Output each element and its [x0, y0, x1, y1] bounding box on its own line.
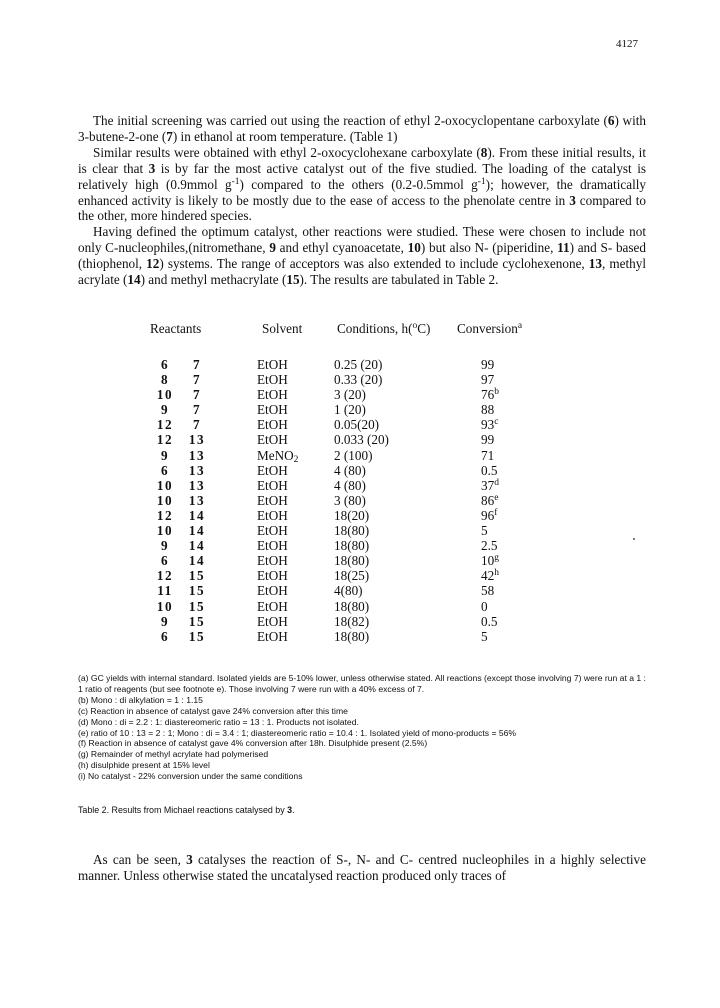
conversion-cell: [481, 387, 499, 403]
text-run: ) and S- based (thiophenol,: [78, 240, 646, 272]
donor-cell: [150, 553, 180, 569]
acceptor-cell: [182, 372, 212, 388]
conditions-cell: [334, 387, 366, 403]
donor-cell-text: 9: [160, 538, 170, 554]
table-row: [0, 357, 720, 372]
compound-ref: 11: [557, 240, 570, 256]
acceptor-cell-text: 15: [188, 613, 206, 629]
donor-cell: [150, 599, 180, 615]
donor-cell: [150, 387, 180, 403]
donor-cell-text: 10: [156, 598, 174, 614]
conditions-cell: [334, 583, 363, 599]
compound-ref: 7: [166, 128, 173, 144]
acceptor-cell: [182, 432, 212, 448]
superscript: -1: [477, 176, 486, 187]
compound-ref: 3: [569, 192, 576, 208]
acceptor-cell-text: 14: [188, 507, 206, 523]
table-footnotes: [78, 673, 646, 782]
solvent-cell: [257, 583, 288, 599]
donor-cell: [150, 523, 180, 539]
table-row: [0, 523, 720, 538]
page-number: 4127: [616, 38, 638, 50]
header-conditions: [337, 321, 430, 337]
conditions-cell: [334, 417, 379, 433]
table-row: [0, 463, 720, 478]
donor-cell-text: 8: [160, 372, 170, 388]
solvent-cell: [257, 629, 288, 645]
conditions-cell: [334, 463, 366, 479]
conversion-cell: [481, 614, 497, 630]
conversion-cell-text: 0.5: [481, 462, 498, 478]
acceptor-cell-text: 14: [188, 538, 206, 554]
text-run: ) systems. The range of acceptors was also extended to include cyclohexenone,: [159, 256, 589, 272]
header-conversion-text: Conversion: [457, 321, 518, 336]
conditions-cell: [334, 402, 366, 418]
compound-ref: 13: [588, 256, 602, 272]
text-run: is by far the most active catalyst out of the five studied. The loading of the catalyst is relatively high (0.9mmol g: [78, 160, 647, 192]
solvent-cell: [257, 478, 288, 494]
solvent-cell: [257, 448, 298, 464]
footnote: (a) GC yields with internal standard. Isolated yields are 5-10% lower, unless otherwise stated. All reactions (except those involving 7) were run at a 1 : 1 ratio of reagents (but see footnote e). Those involving 7 were run with a 40% excess of 7.: [78, 673, 646, 694]
solvent-cell: [257, 493, 288, 509]
donor-cell-text: 12: [156, 417, 174, 433]
solvent-cell: [257, 553, 288, 569]
donor-cell-text: 12: [156, 507, 174, 523]
conversion-cell: [481, 493, 498, 509]
donor-cell-text: 12: [156, 568, 174, 584]
conversion-cell: [481, 629, 488, 645]
solvent-cell: [257, 357, 288, 373]
footnote: (f) Reaction in absence of catalyst gave 4% conversion after 18h. Disulphide present (2.5%): [78, 738, 428, 749]
closing-text: [78, 852, 646, 884]
donor-cell-text: 9: [160, 613, 170, 629]
header-reactants: Reactants: [150, 321, 202, 336]
solvent-cell: [257, 463, 288, 479]
header-conditions-text: Conditions, h(: [337, 321, 413, 336]
acceptor-cell: [182, 417, 212, 433]
conversion-cell: [481, 357, 494, 373]
acceptor-cell: [182, 538, 212, 554]
donor-cell: [150, 417, 180, 433]
solvent-cell-text: EtOH: [257, 523, 288, 539]
compound-ref: 10: [407, 240, 421, 256]
table-row: [0, 599, 720, 614]
conversion-cell-text: 99: [481, 357, 495, 372]
conditions-cell: [334, 432, 389, 448]
table-row: [0, 387, 720, 402]
footnote-marker: d: [494, 477, 499, 488]
text-run: and ethyl cyanoacetate,: [275, 240, 408, 256]
conversion-cell: [481, 448, 494, 464]
acceptor-cell-text: 7: [192, 387, 202, 403]
text-run: Having defined the optimum catalyst, other reactions were studied. These were chosen to include not only C-nucleophiles,(nitromethane,: [78, 224, 646, 256]
conditions-cell: [334, 357, 382, 373]
solvent-cell-text: EtOH: [257, 628, 288, 644]
conversion-cell: [481, 372, 494, 388]
conversion-cell-text: 2.5: [481, 538, 498, 554]
acceptor-cell-text: 7: [192, 402, 202, 418]
intro-text: [78, 113, 646, 288]
solvent-cell: [257, 372, 288, 388]
conditions-cell-text: 18(80): [334, 538, 370, 554]
text-run: As can be seen,: [93, 852, 187, 867]
solvent-cell: [257, 508, 288, 524]
conversion-cell-text: 96: [481, 507, 495, 523]
donor-cell: [150, 614, 180, 630]
acceptor-cell-text: 13: [188, 447, 206, 463]
paragraph-closing: [78, 852, 646, 884]
acceptor-cell: [182, 402, 212, 418]
donor-cell-text: 9: [160, 447, 170, 463]
footnote: (d) Mono : di = 2.2 : 1: diastereomeric ratio = 13 : 1. Products not isolated.: [78, 716, 359, 727]
conversion-cell-text: 99: [481, 432, 495, 448]
acceptor-cell: [182, 523, 212, 539]
conversion-cell: [481, 523, 488, 539]
conditions-cell-text: 4(80): [334, 583, 363, 599]
conditions-cell-text: 18(80): [334, 553, 370, 569]
solvent-cell-text: EtOH: [257, 417, 288, 433]
donor-cell-text: 12: [156, 432, 174, 448]
text-run: , methyl acrylate (: [78, 256, 646, 288]
solvent-cell-text: EtOH: [257, 462, 288, 478]
table-row: [0, 508, 720, 523]
compound-ref: 14: [127, 272, 141, 288]
conversion-cell-text: 0.5: [481, 613, 498, 629]
conversion-cell: [481, 478, 499, 494]
conversion-cell: [481, 553, 499, 569]
footnote: (c) Reaction in absence of catalyst gave 24% conversion after this time: [78, 705, 348, 716]
header-solvent: Solvent: [262, 321, 303, 336]
compound-ref: 3: [287, 805, 293, 815]
acceptor-cell-text: 13: [188, 432, 206, 448]
conversion-cell: [481, 583, 494, 599]
solvent-cell-text: EtOH: [257, 492, 288, 508]
acceptor-cell: [182, 478, 212, 494]
paragraph-similar-results: [78, 145, 646, 225]
acceptor-cell-text: 15: [188, 583, 206, 599]
table-row: [0, 402, 720, 417]
paragraph-initial-screening: [78, 113, 646, 145]
conditions-cell-text: 18(80): [334, 628, 370, 644]
conversion-cell-text: 58: [481, 583, 495, 599]
conversion-cell: [481, 432, 494, 448]
donor-cell: [150, 448, 180, 464]
footnote: (b) Mono : di alkylation = 1 : 1.15: [78, 694, 203, 705]
solvent-cell: [257, 614, 288, 630]
conditions-cell-text: 18(25): [334, 568, 370, 584]
text-run: ) compared to the others (0.2-0.5mmol g: [239, 176, 478, 192]
donor-cell: [150, 463, 180, 479]
conditions-cell: [334, 478, 366, 494]
compound-ref: 3: [186, 852, 193, 867]
solvent-cell: [257, 568, 288, 584]
conversion-cell-text: 0: [481, 598, 488, 614]
superscript: -1: [231, 176, 240, 187]
donor-cell: [150, 372, 180, 388]
conditions-cell-text: 18(80): [334, 523, 370, 539]
text-run: ); however, the dramatically enhanced activity is likely to be mostly due to the ease of access to the phenolate centre in: [78, 176, 646, 208]
table-row: [0, 629, 720, 644]
donor-cell-text: 10: [156, 523, 174, 539]
donor-cell: [150, 583, 180, 599]
conditions-cell-text: 2 (100): [334, 447, 373, 463]
acceptor-cell: [182, 448, 212, 464]
donor-cell: [150, 508, 180, 524]
solvent-cell: [257, 523, 288, 539]
conversion-cell: [481, 568, 499, 584]
solvent-cell: [257, 432, 288, 448]
conditions-cell: [334, 568, 369, 584]
acceptor-cell: [182, 387, 212, 403]
solvent-cell: [257, 402, 288, 418]
compound-ref: 12: [146, 256, 160, 272]
conversion-cell-text: 10: [481, 553, 495, 569]
conversion-cell-text: 86: [481, 492, 495, 508]
conditions-cell-text: 0.33 (20): [334, 372, 383, 388]
compound-ref: 15: [286, 272, 300, 288]
solvent-cell-text: EtOH: [257, 477, 288, 493]
donor-cell-text: 6: [160, 462, 170, 478]
donor-cell: [150, 478, 180, 494]
header-conditions-end: C): [417, 321, 431, 336]
solvent-cell-text: EtOH: [257, 598, 288, 614]
donor-cell: [150, 629, 180, 645]
table-row: [0, 568, 720, 583]
table-row: [0, 614, 720, 629]
compound-ref: 6: [607, 113, 615, 128]
acceptor-cell-text: 14: [188, 523, 206, 539]
acceptor-cell: [182, 508, 212, 524]
acceptor-cell: [182, 553, 212, 569]
footnote: (i) No catalyst - 22% conversion under the same conditions: [78, 771, 303, 782]
conversion-cell-text: 93: [481, 417, 495, 433]
table-row: [0, 553, 720, 568]
donor-cell: [150, 493, 180, 509]
acceptor-cell-text: 7: [192, 372, 202, 388]
conversion-cell: [481, 599, 488, 615]
conditions-cell-text: 4 (80): [334, 462, 366, 478]
solvent-cell-text: EtOH: [257, 432, 288, 448]
solvent-cell-text: EtOH: [257, 387, 288, 403]
solvent-cell-text: MeNO: [257, 447, 294, 463]
conditions-cell-text: 0.05(20): [334, 417, 380, 433]
acceptor-cell-text: 7: [192, 417, 202, 433]
donor-cell-text: 11: [157, 583, 173, 599]
donor-cell: [150, 357, 180, 373]
text-run: Similar results were obtained with ethyl 2-oxocyclohexane carboxylate (: [93, 144, 481, 160]
footnote-marker: b: [494, 386, 499, 397]
solvent-cell: [257, 417, 288, 433]
footnote: (h) disulphide present at 15% level: [78, 760, 210, 771]
solvent-cell-text: EtOH: [257, 507, 288, 523]
conversion-cell-text: 5: [481, 628, 488, 644]
table-body: [0, 357, 720, 644]
acceptor-cell-text: 15: [188, 598, 206, 614]
conversion-cell-text: 5: [481, 523, 488, 539]
conversion-cell: [481, 463, 497, 479]
footnote-marker: f: [494, 507, 498, 518]
compound-ref: 3: [148, 160, 156, 176]
table-row: [0, 372, 720, 387]
acceptor-cell: [182, 583, 212, 599]
acceptor-cell-text: 15: [188, 568, 206, 584]
conditions-cell: [334, 538, 369, 554]
solvent-cell-text: EtOH: [257, 402, 288, 418]
donor-cell-text: 10: [156, 492, 174, 508]
stray-mark: [633, 538, 635, 540]
text-run: The initial screening was carried out using the reaction of ethyl 2-oxocyclopentane carboxylate (: [93, 113, 608, 128]
acceptor-cell-text: 13: [188, 492, 206, 508]
conditions-cell: [334, 599, 369, 615]
conditions-cell: [334, 614, 369, 630]
solvent-cell-text: EtOH: [257, 538, 288, 554]
donor-cell-text: 10: [156, 387, 174, 403]
text-run: ) in ethanol at room temperature. (Table 1): [172, 128, 398, 144]
acceptor-cell: [182, 357, 212, 373]
conversion-cell-text: 88: [481, 402, 495, 418]
acceptor-cell: [182, 599, 212, 615]
solvent-cell-text: EtOH: [257, 613, 288, 629]
footnote-marker: e: [494, 492, 499, 503]
table-row: [0, 417, 720, 432]
footnote-marker: h: [494, 568, 499, 579]
conditions-cell: [334, 508, 369, 524]
conversion-cell-text: 97: [481, 372, 495, 388]
solvent-cell: [257, 538, 288, 554]
text-run: ) and methyl methacrylate (: [140, 272, 287, 288]
solvent-cell-text: EtOH: [257, 568, 288, 584]
conditions-cell-text: 4 (80): [334, 477, 366, 493]
conditions-cell-text: 0.033 (20): [334, 432, 389, 448]
conditions-cell-text: 18(80): [334, 598, 370, 614]
conversion-cell-text: 42: [481, 568, 495, 584]
solvent-cell-text: EtOH: [257, 357, 288, 372]
degree-superscript: o: [412, 320, 418, 331]
acceptor-cell: [182, 493, 212, 509]
donor-cell-text: 6: [160, 357, 170, 372]
conversion-cell-text: 37: [481, 477, 495, 493]
conditions-cell: [334, 523, 369, 539]
solvent-cell: [257, 599, 288, 615]
donor-cell-text: 6: [160, 553, 170, 569]
table-row: [0, 583, 720, 598]
text-run: compared to the other, more hindered species.: [78, 192, 646, 224]
conditions-cell-text: 1 (20): [334, 402, 366, 418]
paragraph-optimum-catalyst: [78, 224, 646, 288]
donor-cell-text: 10: [156, 477, 174, 493]
table-row: [0, 493, 720, 508]
acceptor-cell-text: 13: [188, 462, 206, 478]
conversion-cell: [481, 417, 498, 433]
conditions-cell: [334, 553, 369, 569]
table-row: [0, 478, 720, 493]
acceptor-cell: [182, 463, 212, 479]
conversion-cell-text: 76: [481, 387, 495, 403]
conditions-cell: [334, 629, 369, 645]
text-run: ). From these initial results, it is clear that: [78, 144, 646, 176]
caption-end: .: [292, 805, 295, 815]
acceptor-cell: [182, 568, 212, 584]
conversion-cell: [481, 538, 497, 554]
text-run: ) with 3-butene-2-one (: [78, 113, 646, 144]
compound-ref: 9: [269, 240, 276, 256]
conditions-cell-text: 3 (80): [334, 492, 366, 508]
donor-cell: [150, 568, 180, 584]
conditions-cell: [334, 448, 372, 464]
acceptor-cell-text: 14: [188, 553, 206, 569]
donor-cell: [150, 402, 180, 418]
conditions-cell-text: 0.25 (20): [334, 357, 383, 372]
caption-text: Table 2. Results from Michael reactions catalysed by: [78, 805, 288, 815]
acceptor-cell-text: 7: [192, 357, 202, 372]
footnote-marker: g: [494, 553, 499, 563]
text-run: catalyses the reaction of S-, N- and C- centred nucleophiles in a highly selective manner. Unless otherwise stated the uncatalysed reaction produced only traces of: [78, 852, 646, 883]
acceptor-cell-text: 13: [188, 477, 206, 493]
conditions-cell: [334, 372, 382, 388]
conversion-cell: [481, 508, 497, 524]
solvent-cell-text: EtOH: [257, 583, 288, 599]
footnote-marker: a: [517, 320, 523, 331]
footnote: (e) ratio of 10 : 13 = 2 : 1; Mono : di = 3.4 : 1; diastereomeric ratio = 10.4 : 1. Isolated yield of mono-products = 56%: [78, 727, 517, 738]
table-caption: [78, 805, 295, 815]
header-conversion: [457, 321, 522, 337]
donor-cell: [150, 432, 180, 448]
table-row: [0, 432, 720, 447]
acceptor-cell-text: 15: [188, 628, 206, 644]
conditions-cell-text: 3 (20): [334, 387, 366, 403]
donor-cell-text: 6: [160, 628, 170, 644]
solvent-subscript: 2: [293, 454, 299, 465]
acceptor-cell: [182, 614, 212, 630]
donor-cell-text: 9: [160, 402, 170, 418]
table-row: [0, 538, 720, 553]
text-run: ) but also N- (piperidine,: [420, 240, 558, 256]
footnote-marker: c: [494, 417, 499, 428]
solvent-cell: [257, 387, 288, 403]
text-run: ). The results are tabulated in Table 2.: [299, 272, 499, 288]
solvent-cell-text: EtOH: [257, 372, 288, 388]
solvent-cell-text: EtOH: [257, 553, 288, 569]
conversion-cell-text: 71: [481, 447, 495, 463]
conditions-cell: [334, 493, 366, 509]
footnote: (g) Remainder of methyl acrylate had polymerised: [78, 749, 269, 760]
acceptor-cell: [182, 629, 212, 645]
table-row: [0, 448, 720, 463]
conversion-cell: [481, 402, 494, 418]
compound-ref: 8: [480, 144, 488, 160]
conditions-cell-text: 18(20): [334, 507, 370, 523]
donor-cell: [150, 538, 180, 554]
conditions-cell-text: 18(82): [334, 613, 370, 629]
